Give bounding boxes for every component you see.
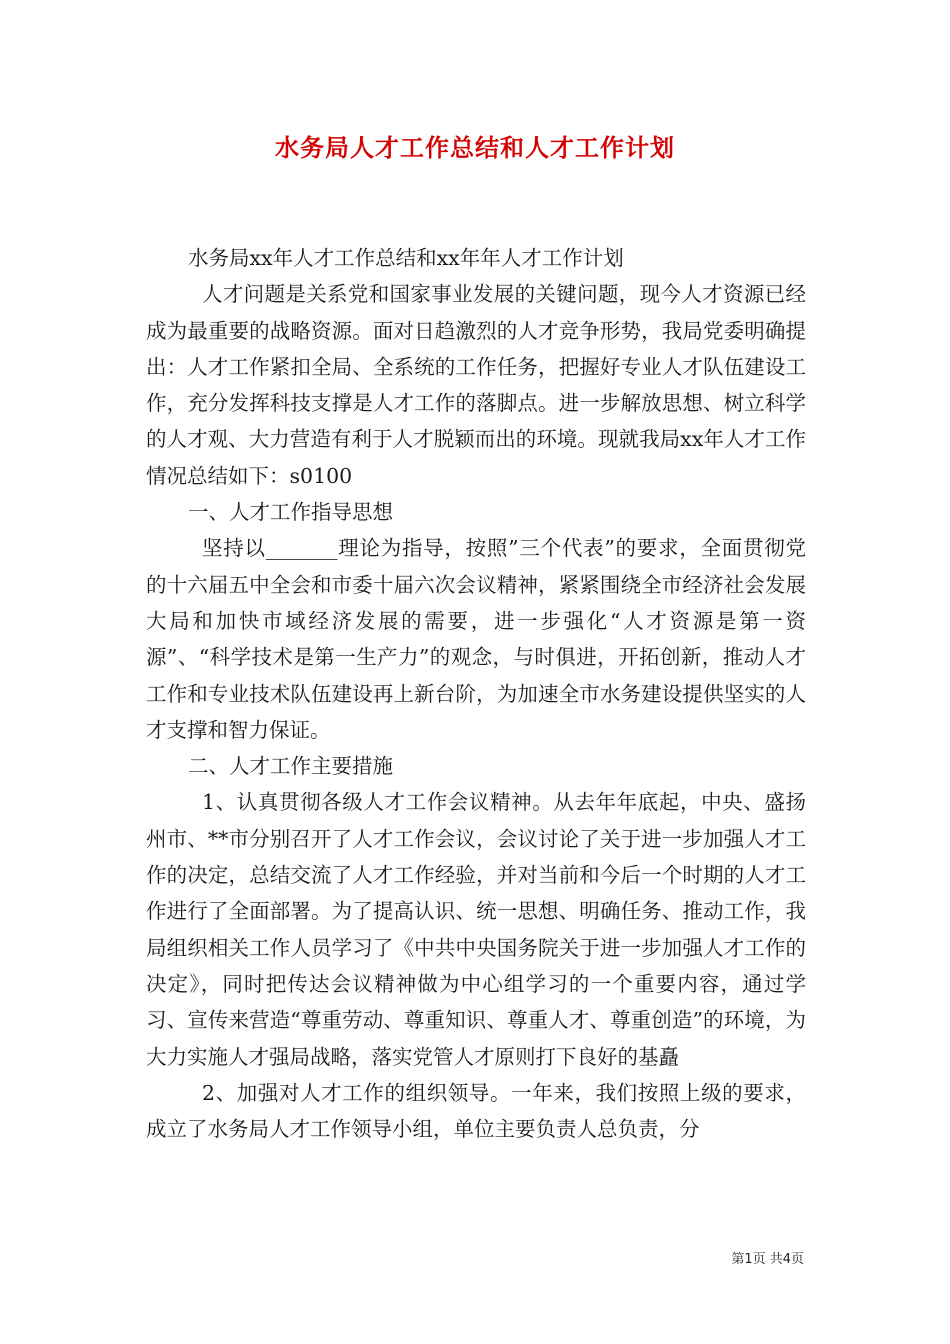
paragraph-measure-1: 1、认真贯彻各级人才工作会议精神。从去年年底起，中央、盛扬州市、**市分别召开了人才工作会议，会议讨论了关于进一步加强人才工作的决定，总结交流了人才工作经验，并对当前和今后一个时期的人才工作进行了全面部署。为了提高认识、统一思想、明确任务、推动工作，我局组织相关工作人员学习了《中共中央国务院关于进一步加强人才工作的决定》，同时把传达会议精神做为中心组学习的一个重要内容，通过学习、宣传来营造“尊重劳动、尊重知识、尊重人才、尊重创造”的环境，为大力实施人才强局战略，落实党管人才原则打下良好的基矗	[146, 790, 806, 1069]
paragraph-intro: 人才问题是关系党和国家事业发展的关键问题，现今人才资源已经成为最重要的战略资源。面对日趋激烈的人才竞争形势，我局党委明确提出：人才工作紧扣全局、全系统的工作任务，把握好专业人才队伍建设工作，充分发挥科技支撑是人才工作的落脚点。进一步解放思想、树立科学的人才观、大力营造有利于人才脱颖而出的环境。现就我局xx年人才工作情况总结如下：s0100	[146, 282, 806, 488]
paragraph-measure-2: 2、加强对人才工作的组织领导。一年来，我们按照上级的要求，成立了水务局人才工作领导小组，单位主要负责人总负责，分	[146, 1080, 806, 1142]
document-body	[146, 240, 806, 1147]
document-title: 水务局人才工作总结和人才工作计划	[275, 134, 675, 162]
document-subtitle: 水务局xx年人才工作总结和xx年年人才工作计划	[188, 246, 624, 270]
section-heading-2: 二、人才工作主要措施	[188, 754, 393, 779]
page-number: 第1页 共4页	[731, 1252, 804, 1267]
section-heading-1: 一、人才工作指导思想	[188, 500, 393, 525]
paragraph-guiding-thought: 坚持以_______理论为指导，按照”三个代表”的要求，全面贯彻党的十六届五中全会和市委十届六次会议精神，紧紧围绕全市经济社会发展大局和加快市域经济发展的需要，进一步强化“人才资源是第一资源”、“科学技术是第一生产力”的观念，与时俱进，开拓创新，推动人才工作和专业技术队伍建设再上新台阶，为加速全市水务建设提供坚实的人才支撑和智力保证。	[146, 536, 806, 742]
